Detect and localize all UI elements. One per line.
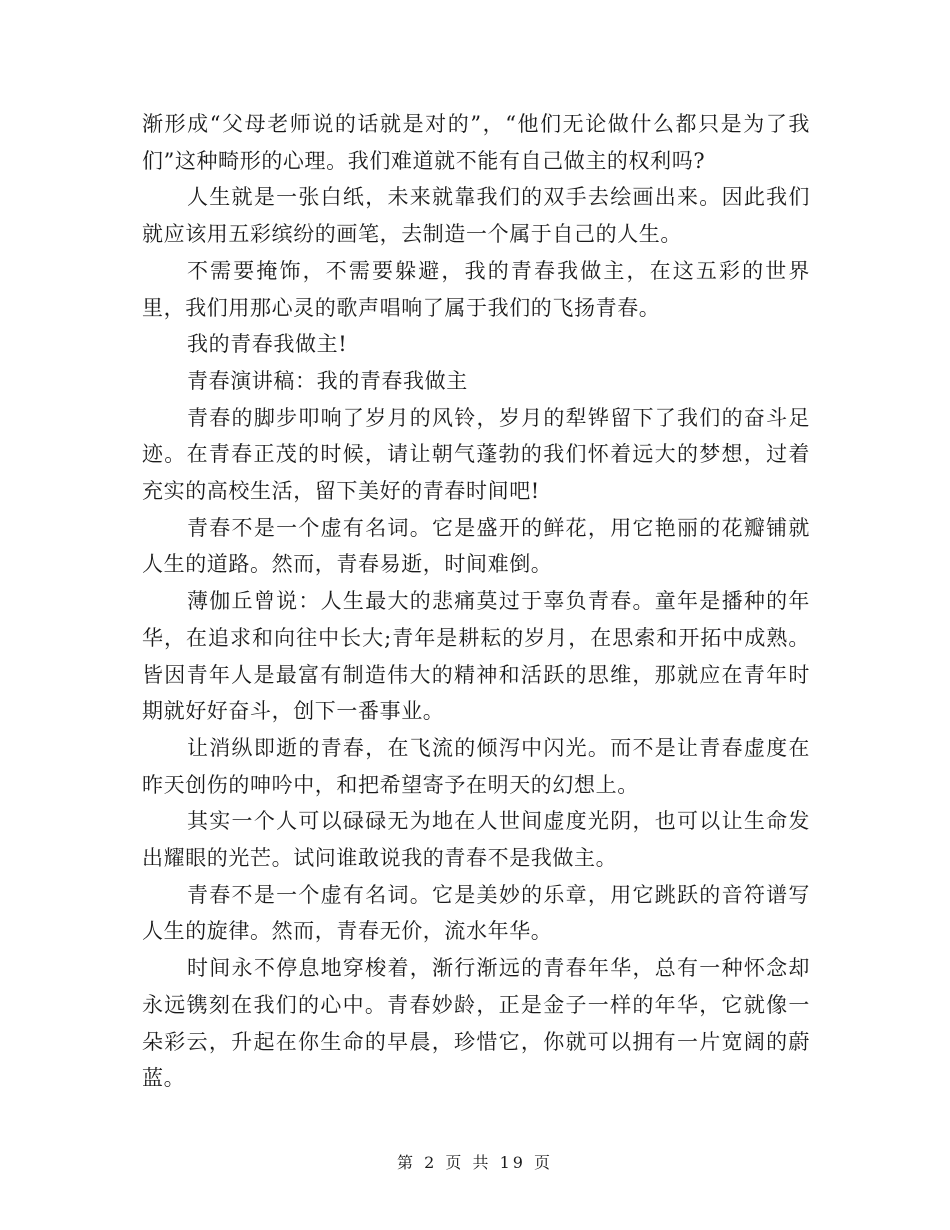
current-page-number: 2 [424, 1153, 438, 1172]
paragraph: 人生就是一张白纸，未来就靠我们的双手去绘画出来。因此我们就应该用五彩缤纷的画笔，去制造一个属于自己的人生。 [142, 185, 810, 247]
paragraph: 其实一个人可以碌碌无为地在人世间虚度光阴，也可以让生命发出耀眼的光芒。试问谁敢说我的青春不是我做主。 [142, 809, 810, 871]
paragraph: 青春不是一个虚有名词。它是美妙的乐章，用它跳跃的音符谱写人生的旋律。然而，青春无价，流水年华。 [142, 882, 810, 944]
page-footer [0, 1150, 950, 1173]
paragraph: 渐形成“父母老师说的话就是对的”，“他们无论做什么都只是为了我们”这种畸形的心理。我们难道就不能有自己做主的权利吗? [142, 112, 810, 173]
paragraph: 时间永不停息地穿梭着，渐行渐远的青春年华，总有一种怀念却永远镌刻在我们的心中。青春妙龄，正是金子一样的年华，它就像一朵彩云，升起在你生命的早晨，珍惜它，你就可以拥有一片宽阔的蔚蓝。 [142, 956, 810, 1091]
page-label-prefix: 第 [396, 1153, 416, 1172]
page-label-suffix: 页 [534, 1153, 554, 1172]
section-title: 青春演讲稿：我的青春我做主 [187, 368, 468, 393]
document-body [142, 106, 810, 1097]
page-label: 页 [445, 1153, 465, 1172]
total-label: 共 [472, 1153, 492, 1172]
paragraph: 不需要掩饰，不需要躲避，我的青春我做主，在这五彩的世界里，我们用那心灵的歌声唱响了属于我们的飞扬青春。 [142, 258, 810, 320]
paragraph: 青春不是一个虚有名词。它是盛开的鲜花，用它艳丽的花瓣铺就人生的道路。然而，青春易逝，时间难倒。 [142, 515, 810, 577]
total-pages-number: 19 [499, 1153, 526, 1172]
paragraph: 薄伽丘曾说：人生最大的悲痛莫过于辜负青春。童年是播种的年华，在追求和向往中长大;青年是耕耘的岁月，在思索和开拓中成熟。皆因青年人是最富有制造伟大的精神和活跃的思维，那就应在青年时期就好好奋斗，创下一番事业。 [142, 589, 810, 724]
paragraph: 我的青春我做主! [187, 332, 348, 357]
paragraph: 青春的脚步叩响了岁月的风铃，岁月的犁铧留下了我们的奋斗足迹。在青春正茂的时候，请让朝气蓬勃的我们怀着远大的梦想，过着充实的高校生活，留下美好的青春时间吧! [142, 405, 810, 504]
paragraph: 让消纵即逝的青春，在飞流的倾泻中闪光。而不是让青春虚度在昨天创伤的呻吟中，和把希望寄予在明天的幻想上。 [142, 735, 810, 797]
